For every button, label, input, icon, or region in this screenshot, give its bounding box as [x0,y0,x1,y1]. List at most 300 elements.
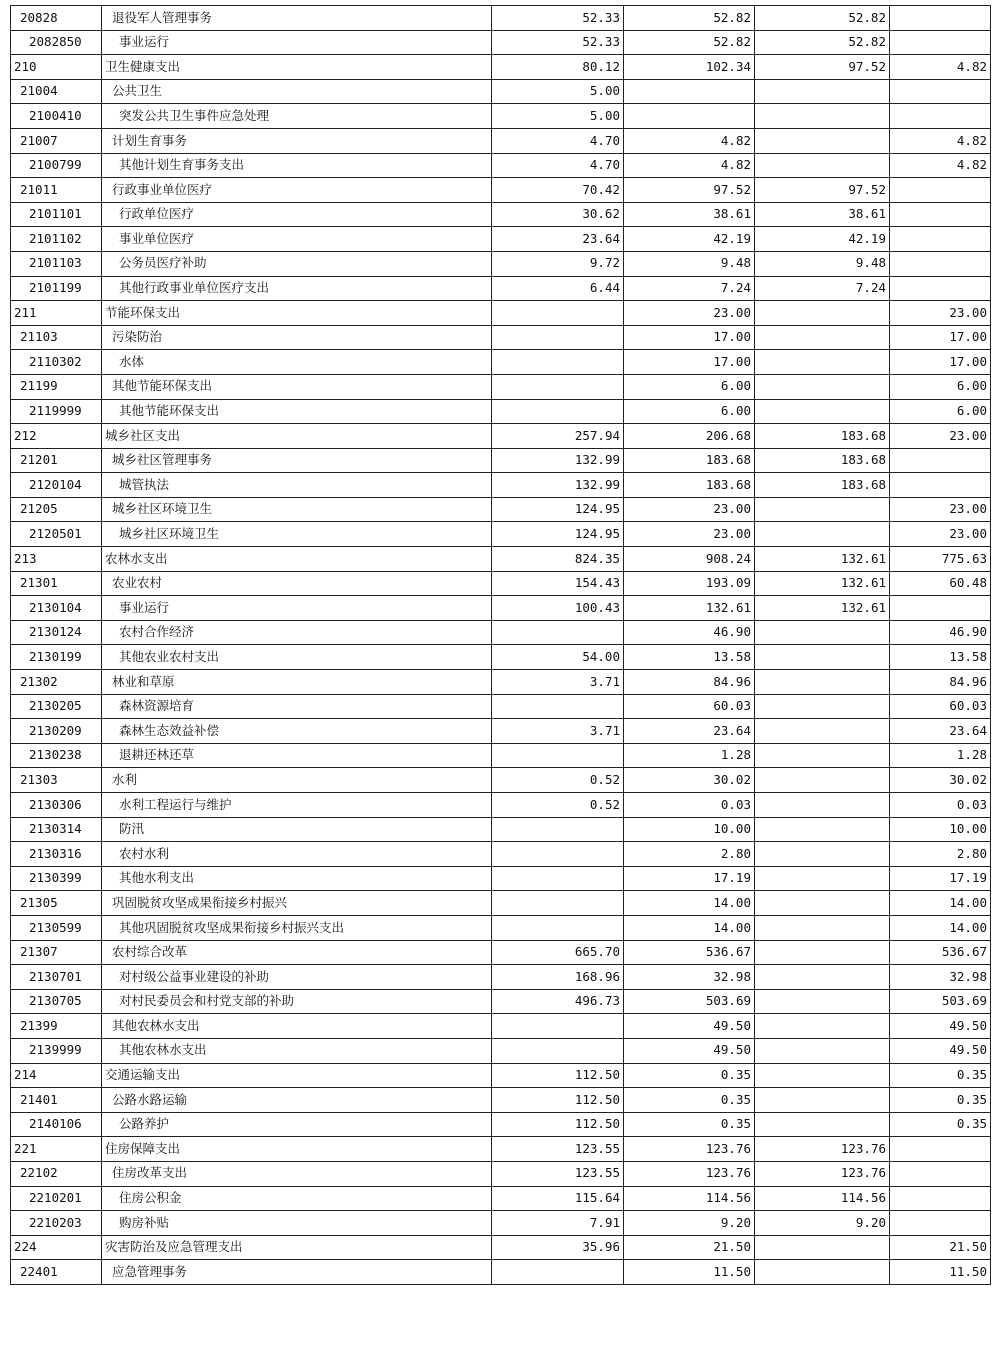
amount-cell-2: 206.68 [624,424,755,449]
amount-cell-1 [492,842,624,867]
amount-cell-4: 10.00 [890,817,991,842]
amount-cell-2: 42.19 [624,227,755,252]
amount-cell-2: 97.52 [624,178,755,203]
amount-cell-2: 23.00 [624,522,755,547]
account-code-cell: 210 [11,55,102,80]
account-name-cell: 农业农村 [102,571,492,596]
account-code-cell: 2130306 [11,793,102,818]
amount-cell-3 [755,866,890,891]
account-name-cell: 对村民委员会和村党支部的补助 [102,989,492,1014]
amount-cell-4: 30.02 [890,768,991,793]
amount-cell-1: 496.73 [492,989,624,1014]
account-name-cell: 林业和草原 [102,670,492,695]
amount-cell-2 [624,104,755,129]
amount-cell-1 [492,1014,624,1039]
amount-cell-4 [890,473,991,498]
table-row [11,719,991,744]
amount-cell-2: 102.34 [624,55,755,80]
amount-cell-2: 183.68 [624,473,755,498]
amount-cell-3 [755,645,890,670]
account-name-cell: 水利 [102,768,492,793]
account-name-cell: 农村水利 [102,842,492,867]
amount-cell-4: 14.00 [890,891,991,916]
account-name-cell: 住房公积金 [102,1186,492,1211]
amount-cell-3: 42.19 [755,227,890,252]
account-code-cell: 2120501 [11,522,102,547]
account-name-cell: 水体 [102,350,492,375]
amount-cell-2: 183.68 [624,448,755,473]
amount-cell-2: 503.69 [624,989,755,1014]
amount-cell-2: 49.50 [624,1038,755,1063]
amount-cell-3 [755,891,890,916]
amount-cell-2: 52.82 [624,6,755,31]
amount-cell-2: 21.50 [624,1235,755,1260]
amount-cell-2: 52.82 [624,30,755,55]
account-code-cell: 21007 [11,128,102,153]
amount-cell-3: 123.76 [755,1137,890,1162]
account-name-cell: 公路水路运输 [102,1088,492,1113]
account-name-cell: 污染防治 [102,325,492,350]
amount-cell-3: 132.61 [755,596,890,621]
account-name-cell: 卫生健康支出 [102,55,492,80]
account-code-cell: 22102 [11,1161,102,1186]
amount-cell-4: 536.67 [890,940,991,965]
table-row [11,940,991,965]
account-name-cell: 事业单位医疗 [102,227,492,252]
table-row [11,301,991,326]
amount-cell-3 [755,915,890,940]
amount-cell-3: 9.48 [755,251,890,276]
amount-cell-1: 112.50 [492,1112,624,1137]
amount-cell-3: 9.20 [755,1211,890,1236]
amount-cell-4 [890,1137,991,1162]
table-row [11,153,991,178]
account-code-cell: 21201 [11,448,102,473]
amount-cell-1: 80.12 [492,55,624,80]
amount-cell-3 [755,817,890,842]
table-row [11,473,991,498]
amount-cell-3 [755,1260,890,1285]
amount-cell-4: 21.50 [890,1235,991,1260]
amount-cell-3 [755,670,890,695]
table-row [11,891,991,916]
amount-cell-4: 1.28 [890,743,991,768]
account-name-cell: 公共卫生 [102,79,492,104]
account-code-cell: 2130104 [11,596,102,621]
table-row [11,374,991,399]
amount-cell-4: 0.35 [890,1063,991,1088]
account-code-cell: 2130316 [11,842,102,867]
amount-cell-4: 4.82 [890,153,991,178]
amount-cell-4: 60.03 [890,694,991,719]
amount-cell-3 [755,350,890,375]
amount-cell-3 [755,325,890,350]
amount-cell-4: 503.69 [890,989,991,1014]
amount-cell-4: 6.00 [890,374,991,399]
account-code-cell: 2100410 [11,104,102,129]
account-code-cell: 2130599 [11,915,102,940]
account-name-cell: 退耕还林还草 [102,743,492,768]
table-row [11,620,991,645]
account-name-cell: 公务员医疗补助 [102,251,492,276]
amount-cell-1: 168.96 [492,965,624,990]
amount-cell-4: 11.50 [890,1260,991,1285]
amount-cell-2: 11.50 [624,1260,755,1285]
account-code-cell: 214 [11,1063,102,1088]
amount-cell-3: 97.52 [755,55,890,80]
amount-cell-2: 4.82 [624,128,755,153]
amount-cell-3: 7.24 [755,276,890,301]
amount-cell-4: 775.63 [890,547,991,572]
table-row [11,547,991,572]
account-code-cell: 21103 [11,325,102,350]
table-row [11,399,991,424]
amount-cell-4: 2.80 [890,842,991,867]
amount-cell-4 [890,6,991,31]
table-row [11,202,991,227]
amount-cell-3: 97.52 [755,178,890,203]
amount-cell-4 [890,251,991,276]
account-name-cell: 行政单位医疗 [102,202,492,227]
amount-cell-4: 49.50 [890,1014,991,1039]
account-code-cell: 2210201 [11,1186,102,1211]
amount-cell-3 [755,768,890,793]
table-row [11,1260,991,1285]
amount-cell-1: 824.35 [492,547,624,572]
amount-cell-1: 5.00 [492,104,624,129]
account-name-cell: 其他巩固脱贫攻坚成果衔接乡村振兴支出 [102,915,492,940]
amount-cell-4: 17.00 [890,325,991,350]
account-name-cell: 农村合作经济 [102,620,492,645]
account-name-cell: 公路养护 [102,1112,492,1137]
account-code-cell: 2120104 [11,473,102,498]
amount-cell-2 [624,79,755,104]
amount-cell-1: 3.71 [492,719,624,744]
amount-cell-2: 46.90 [624,620,755,645]
account-name-cell: 森林生态效益补偿 [102,719,492,744]
table-row [11,842,991,867]
amount-cell-4: 84.96 [890,670,991,695]
account-code-cell: 2130705 [11,989,102,1014]
amount-cell-1 [492,743,624,768]
amount-cell-3 [755,1038,890,1063]
account-code-cell: 211 [11,301,102,326]
account-name-cell: 城乡社区管理事务 [102,448,492,473]
amount-cell-1: 3.71 [492,670,624,695]
amount-cell-3 [755,842,890,867]
account-name-cell: 节能环保支出 [102,301,492,326]
amount-cell-1: 0.52 [492,768,624,793]
amount-cell-3 [755,793,890,818]
amount-cell-1 [492,817,624,842]
amount-cell-1: 257.94 [492,424,624,449]
amount-cell-2: 908.24 [624,547,755,572]
account-name-cell: 其他节能环保支出 [102,399,492,424]
account-code-cell: 22401 [11,1260,102,1285]
amount-cell-3 [755,153,890,178]
amount-cell-3 [755,79,890,104]
table-row [11,645,991,670]
amount-cell-4: 0.35 [890,1088,991,1113]
amount-cell-4: 49.50 [890,1038,991,1063]
account-name-cell: 行政事业单位医疗 [102,178,492,203]
amount-cell-3 [755,1112,890,1137]
amount-cell-2: 6.00 [624,374,755,399]
table-row [11,128,991,153]
amount-cell-2: 9.20 [624,1211,755,1236]
amount-cell-4 [890,276,991,301]
amount-cell-3: 132.61 [755,571,890,596]
account-code-cell: 21399 [11,1014,102,1039]
account-code-cell: 2110302 [11,350,102,375]
account-name-cell: 灾害防治及应急管理支出 [102,1235,492,1260]
amount-cell-3: 114.56 [755,1186,890,1211]
amount-cell-2: 14.00 [624,891,755,916]
amount-cell-1 [492,399,624,424]
table-row [11,670,991,695]
table-row [11,1211,991,1236]
amount-cell-1: 115.64 [492,1186,624,1211]
amount-cell-3 [755,1088,890,1113]
amount-cell-1 [492,1260,624,1285]
amount-cell-1: 123.55 [492,1161,624,1186]
amount-cell-1 [492,891,624,916]
table-row [11,768,991,793]
account-code-cell: 2130399 [11,866,102,891]
table-row [11,1186,991,1211]
amount-cell-2: 114.56 [624,1186,755,1211]
account-code-cell: 2130314 [11,817,102,842]
amount-cell-3: 52.82 [755,6,890,31]
amount-cell-4 [890,1161,991,1186]
amount-cell-3 [755,522,890,547]
account-code-cell: 221 [11,1137,102,1162]
account-code-cell: 2130124 [11,620,102,645]
amount-cell-2: 132.61 [624,596,755,621]
amount-cell-3 [755,1063,890,1088]
amount-cell-2: 17.00 [624,350,755,375]
amount-cell-1: 9.72 [492,251,624,276]
amount-cell-2: 10.00 [624,817,755,842]
amount-cell-3: 183.68 [755,424,890,449]
table-row [11,30,991,55]
amount-cell-2: 7.24 [624,276,755,301]
table-row [11,104,991,129]
amount-cell-4: 23.00 [890,301,991,326]
amount-cell-4 [890,227,991,252]
amount-cell-4 [890,596,991,621]
amount-cell-2: 84.96 [624,670,755,695]
account-name-cell: 防汛 [102,817,492,842]
account-name-cell: 其他农业农村支出 [102,645,492,670]
amount-cell-2: 49.50 [624,1014,755,1039]
amount-cell-4: 13.58 [890,645,991,670]
account-name-cell: 计划生育事务 [102,128,492,153]
amount-cell-1: 665.70 [492,940,624,965]
account-name-cell: 事业运行 [102,30,492,55]
amount-cell-4: 4.82 [890,55,991,80]
amount-cell-2: 2.80 [624,842,755,867]
amount-cell-3: 38.61 [755,202,890,227]
amount-cell-2: 23.64 [624,719,755,744]
table-row [11,276,991,301]
budget-expenditure-table [10,5,991,1285]
amount-cell-2: 0.35 [624,1063,755,1088]
amount-cell-1: 4.70 [492,153,624,178]
amount-cell-1 [492,301,624,326]
amount-cell-1: 0.52 [492,793,624,818]
account-name-cell: 交通运输支出 [102,1063,492,1088]
table-row [11,1161,991,1186]
amount-cell-1: 6.44 [492,276,624,301]
account-code-cell: 213 [11,547,102,572]
table-row [11,989,991,1014]
account-name-cell: 城乡社区环境卫生 [102,497,492,522]
account-name-cell: 住房改革支出 [102,1161,492,1186]
amount-cell-4 [890,1211,991,1236]
account-name-cell: 突发公共卫生事件应急处理 [102,104,492,129]
table-row [11,571,991,596]
amount-cell-2: 14.00 [624,915,755,940]
amount-cell-1 [492,1038,624,1063]
account-code-cell: 21305 [11,891,102,916]
amount-cell-4: 23.00 [890,424,991,449]
account-code-cell: 21302 [11,670,102,695]
table-row [11,596,991,621]
account-name-cell: 农林水支出 [102,547,492,572]
account-name-cell: 其他农林水支出 [102,1038,492,1063]
table-row [11,694,991,719]
amount-cell-2: 60.03 [624,694,755,719]
amount-cell-2: 23.00 [624,497,755,522]
amount-cell-1: 7.91 [492,1211,624,1236]
amount-cell-2: 38.61 [624,202,755,227]
account-code-cell: 21301 [11,571,102,596]
account-name-cell: 住房保障支出 [102,1137,492,1162]
account-name-cell: 购房补贴 [102,1211,492,1236]
amount-cell-4: 17.19 [890,866,991,891]
amount-cell-2: 17.19 [624,866,755,891]
account-code-cell: 2130238 [11,743,102,768]
amount-cell-4: 0.03 [890,793,991,818]
amount-cell-1: 132.99 [492,473,624,498]
amount-cell-3: 52.82 [755,30,890,55]
account-code-cell: 2130205 [11,694,102,719]
amount-cell-2: 9.48 [624,251,755,276]
account-code-cell: 2101199 [11,276,102,301]
amount-cell-4 [890,30,991,55]
amount-cell-1: 52.33 [492,6,624,31]
table-row [11,1038,991,1063]
amount-cell-1: 124.95 [492,522,624,547]
table-row [11,448,991,473]
amount-cell-1: 23.64 [492,227,624,252]
amount-cell-4: 60.48 [890,571,991,596]
account-code-cell: 2101101 [11,202,102,227]
amount-cell-3 [755,743,890,768]
account-code-cell: 2130209 [11,719,102,744]
amount-cell-2: 13.58 [624,645,755,670]
amount-cell-4: 23.64 [890,719,991,744]
amount-cell-2: 0.35 [624,1112,755,1137]
account-code-cell: 21205 [11,497,102,522]
table-row [11,1112,991,1137]
amount-cell-4: 17.00 [890,350,991,375]
table-row [11,79,991,104]
amount-cell-1 [492,374,624,399]
account-code-cell: 2082850 [11,30,102,55]
account-code-cell: 21004 [11,79,102,104]
table-row [11,350,991,375]
account-name-cell: 巩固脱贫攻坚成果衔接乡村振兴 [102,891,492,916]
account-code-cell: 2210203 [11,1211,102,1236]
account-code-cell: 21199 [11,374,102,399]
account-name-cell: 城乡社区环境卫生 [102,522,492,547]
amount-cell-2: 23.00 [624,301,755,326]
table-row [11,227,991,252]
table-row [11,915,991,940]
account-name-cell: 对村级公益事业建设的补助 [102,965,492,990]
amount-cell-1: 35.96 [492,1235,624,1260]
account-code-cell: 2140106 [11,1112,102,1137]
account-name-cell: 农村综合改革 [102,940,492,965]
amount-cell-3 [755,965,890,990]
amount-cell-3 [755,989,890,1014]
amount-cell-2: 193.09 [624,571,755,596]
amount-cell-1: 132.99 [492,448,624,473]
amount-cell-3 [755,399,890,424]
table-row [11,178,991,203]
amount-cell-3 [755,1014,890,1039]
amount-cell-2: 0.35 [624,1088,755,1113]
amount-cell-1: 4.70 [492,128,624,153]
amount-cell-1: 123.55 [492,1137,624,1162]
amount-cell-3 [755,301,890,326]
account-code-cell: 21401 [11,1088,102,1113]
amount-cell-2: 6.00 [624,399,755,424]
account-code-cell: 2101103 [11,251,102,276]
account-code-cell: 2130701 [11,965,102,990]
account-name-cell: 城管执法 [102,473,492,498]
amount-cell-2: 123.76 [624,1161,755,1186]
table-row [11,497,991,522]
amount-cell-3 [755,497,890,522]
table-row [11,6,991,31]
table-row [11,1014,991,1039]
account-name-cell: 事业运行 [102,596,492,621]
account-name-cell: 城乡社区支出 [102,424,492,449]
amount-cell-3: 183.68 [755,473,890,498]
amount-cell-3 [755,694,890,719]
account-name-cell: 其他农林水支出 [102,1014,492,1039]
amount-cell-1: 52.33 [492,30,624,55]
table-body [11,6,991,1285]
amount-cell-2: 4.82 [624,153,755,178]
account-code-cell: 2100799 [11,153,102,178]
amount-cell-4: 23.00 [890,497,991,522]
amount-cell-1: 70.42 [492,178,624,203]
account-code-cell: 2130199 [11,645,102,670]
amount-cell-1: 5.00 [492,79,624,104]
amount-cell-3 [755,940,890,965]
amount-cell-1: 112.50 [492,1088,624,1113]
amount-cell-4: 14.00 [890,915,991,940]
account-name-cell: 水利工程运行与维护 [102,793,492,818]
table-row [11,424,991,449]
amount-cell-1: 54.00 [492,645,624,670]
table-row [11,1137,991,1162]
amount-cell-3: 123.76 [755,1161,890,1186]
